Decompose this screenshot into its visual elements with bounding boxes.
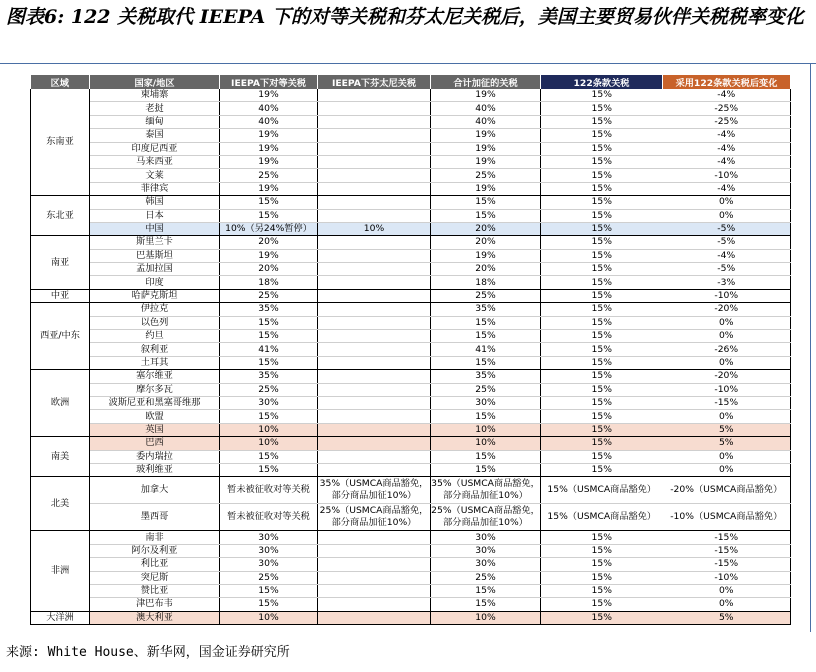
change-cell: 5% xyxy=(663,611,791,624)
section122-cell: 15%（USMCA商品豁免） xyxy=(541,477,663,504)
fentanyl-cell xyxy=(318,129,431,142)
section122-cell: 15% xyxy=(541,155,663,168)
section122-cell: 15% xyxy=(541,142,663,155)
section122-cell: 15% xyxy=(541,303,663,316)
section122-cell: 15% xyxy=(541,558,663,571)
country-cell: 韩国 xyxy=(90,196,220,209)
reciprocal-cell: 30% xyxy=(220,531,318,544)
table-row xyxy=(31,115,791,128)
total-cell: 25% xyxy=(431,169,541,182)
table-row xyxy=(31,263,791,276)
total-cell: 40% xyxy=(431,102,541,115)
fentanyl-cell xyxy=(318,330,431,343)
country-cell: 利比亚 xyxy=(90,558,220,571)
title-divider xyxy=(0,63,816,64)
fentanyl-cell xyxy=(318,531,431,544)
fentanyl-cell xyxy=(318,196,431,209)
change-cell: 0% xyxy=(663,356,791,369)
reciprocal-cell: 30% xyxy=(220,544,318,557)
change-cell: -4% xyxy=(663,142,791,155)
table-row xyxy=(31,316,791,329)
country-cell: 孟加拉国 xyxy=(90,263,220,276)
change-cell: -10% xyxy=(663,571,791,584)
table-row xyxy=(31,356,791,369)
section122-cell: 15% xyxy=(541,611,663,624)
country-cell: 巴基斯坦 xyxy=(90,249,220,262)
country-cell: 日本 xyxy=(90,209,220,222)
section122-cell: 15% xyxy=(541,330,663,343)
country-cell: 塞尔维亚 xyxy=(90,370,220,383)
total-cell: 30% xyxy=(431,544,541,557)
region-cell: 东南亚 xyxy=(31,89,90,196)
table-row xyxy=(31,410,791,423)
section122-cell: 15% xyxy=(541,102,663,115)
change-cell: 5% xyxy=(663,423,791,436)
fentanyl-cell xyxy=(318,437,431,450)
header-country: 国家/地区 xyxy=(90,75,220,89)
total-cell: 15% xyxy=(431,450,541,463)
fentanyl-cell xyxy=(318,169,431,182)
reciprocal-cell: 10% xyxy=(220,423,318,436)
change-cell: -15% xyxy=(663,396,791,409)
reciprocal-cell: 15% xyxy=(220,598,318,611)
region-cell: 非洲 xyxy=(31,531,90,611)
section122-cell: 15% xyxy=(541,129,663,142)
table-row xyxy=(31,598,791,611)
fentanyl-cell xyxy=(318,611,431,624)
country-cell: 澳大利亚 xyxy=(90,611,220,624)
total-cell: 15% xyxy=(431,584,541,597)
table-row xyxy=(31,276,791,289)
reciprocal-cell: 15% xyxy=(220,330,318,343)
section122-cell: 15% xyxy=(541,383,663,396)
change-cell: -25% xyxy=(663,102,791,115)
table-row xyxy=(31,209,791,222)
table-row xyxy=(31,169,791,182)
fentanyl-cell xyxy=(318,370,431,383)
region-cell: 西亚/中东 xyxy=(31,303,90,370)
change-cell: -5% xyxy=(663,263,791,276)
section122-cell: 15% xyxy=(541,209,663,222)
document-title: 图表6: 122 关税取代 IEEPA 下的对等关税和芬太尼关税后，美国主要贸易伙伴关税税率变化 xyxy=(6,6,804,28)
section122-cell: 15% xyxy=(541,289,663,302)
change-cell: -4% xyxy=(663,155,791,168)
table-row xyxy=(31,611,791,624)
section122-cell: 15% xyxy=(541,598,663,611)
fentanyl-cell: 10% xyxy=(318,222,431,235)
total-cell: 10% xyxy=(431,423,541,436)
section122-cell: 15% xyxy=(541,531,663,544)
total-cell: 40% xyxy=(431,115,541,128)
table-row xyxy=(31,129,791,142)
fentanyl-cell xyxy=(318,289,431,302)
reciprocal-cell: 41% xyxy=(220,343,318,356)
right-border xyxy=(810,64,811,632)
table-row xyxy=(31,236,791,249)
country-cell: 加拿大 xyxy=(90,477,220,504)
country-cell: 哈萨克斯坦 xyxy=(90,289,220,302)
total-cell: 18% xyxy=(431,276,541,289)
change-cell: 0% xyxy=(663,584,791,597)
reciprocal-cell: 10%（另24%暂停） xyxy=(220,222,318,235)
total-cell: 35%（USMCA商品豁免，部分商品加征10%） xyxy=(431,477,541,504)
total-cell: 20% xyxy=(431,236,541,249)
table-row xyxy=(31,289,791,302)
fentanyl-cell xyxy=(318,356,431,369)
source-note: 来源: White House、新华网，国金证券研究所 xyxy=(6,645,290,660)
reciprocal-cell: 10% xyxy=(220,437,318,450)
region-cell: 东北亚 xyxy=(31,196,90,236)
change-cell: -5% xyxy=(663,222,791,235)
header-ieepa-reciprocal: IEEPA下对等关税 xyxy=(220,75,318,89)
region-cell: 中亚 xyxy=(31,289,90,302)
change-cell: 0% xyxy=(663,598,791,611)
reciprocal-cell: 19% xyxy=(220,129,318,142)
total-cell: 10% xyxy=(431,437,541,450)
reciprocal-cell: 18% xyxy=(220,276,318,289)
section122-cell: 15% xyxy=(541,276,663,289)
table-row xyxy=(31,196,791,209)
fentanyl-cell: 25%（USMCA商品豁免，部分商品加征10%） xyxy=(318,504,431,531)
reciprocal-cell: 19% xyxy=(220,249,318,262)
reciprocal-cell: 25% xyxy=(220,289,318,302)
country-cell: 约旦 xyxy=(90,330,220,343)
fentanyl-cell xyxy=(318,115,431,128)
table-row xyxy=(31,182,791,195)
reciprocal-cell: 25% xyxy=(220,571,318,584)
change-cell: -4% xyxy=(663,249,791,262)
fentanyl-cell xyxy=(318,423,431,436)
section122-cell: 15% xyxy=(541,196,663,209)
change-cell: -20%（USMCA商品豁免） xyxy=(663,477,791,504)
total-cell: 30% xyxy=(431,396,541,409)
tariff-table-container xyxy=(30,75,791,625)
table-row xyxy=(31,303,791,316)
section122-cell: 15% xyxy=(541,263,663,276)
fentanyl-cell xyxy=(318,598,431,611)
change-cell: -20% xyxy=(663,370,791,383)
change-cell: 0% xyxy=(663,316,791,329)
total-cell: 19% xyxy=(431,182,541,195)
country-cell: 柬埔寨 xyxy=(90,89,220,102)
change-cell: 5% xyxy=(663,437,791,450)
fentanyl-cell xyxy=(318,263,431,276)
fentanyl-cell: 35%（USMCA商品豁免，部分商品加征10%） xyxy=(318,477,431,504)
fentanyl-cell xyxy=(318,558,431,571)
country-cell: 伊拉克 xyxy=(90,303,220,316)
reciprocal-cell: 20% xyxy=(220,236,318,249)
country-cell: 波斯尼亚和黑塞哥维那 xyxy=(90,396,220,409)
table-row xyxy=(31,571,791,584)
table-row xyxy=(31,343,791,356)
reciprocal-cell: 15% xyxy=(220,410,318,423)
total-cell: 19% xyxy=(431,249,541,262)
section122-cell: 15%（USMCA商品豁免） xyxy=(541,504,663,531)
total-cell: 19% xyxy=(431,89,541,102)
change-cell: -4% xyxy=(663,89,791,102)
reciprocal-cell: 25% xyxy=(220,169,318,182)
table-row xyxy=(31,102,791,115)
country-cell: 南非 xyxy=(90,531,220,544)
total-cell: 19% xyxy=(431,129,541,142)
country-cell: 突尼斯 xyxy=(90,571,220,584)
total-cell: 30% xyxy=(431,531,541,544)
reciprocal-cell: 35% xyxy=(220,370,318,383)
reciprocal-cell: 40% xyxy=(220,115,318,128)
total-cell: 15% xyxy=(431,330,541,343)
table-row xyxy=(31,249,791,262)
reciprocal-cell: 19% xyxy=(220,89,318,102)
section122-cell: 15% xyxy=(541,410,663,423)
total-cell: 20% xyxy=(431,263,541,276)
fentanyl-cell xyxy=(318,209,431,222)
table-row xyxy=(31,330,791,343)
total-cell: 25%（USMCA商品豁免，部分商品加征10%） xyxy=(431,504,541,531)
total-cell: 10% xyxy=(431,611,541,624)
change-cell: -10% xyxy=(663,383,791,396)
country-cell: 津巴布韦 xyxy=(90,598,220,611)
region-cell: 欧洲 xyxy=(31,370,90,437)
reciprocal-cell: 19% xyxy=(220,142,318,155)
country-cell: 阿尔及利亚 xyxy=(90,544,220,557)
fentanyl-cell xyxy=(318,316,431,329)
country-cell: 菲律宾 xyxy=(90,182,220,195)
change-cell: -15% xyxy=(663,544,791,557)
reciprocal-cell: 暂未被征收对等关税 xyxy=(220,504,318,531)
reciprocal-cell: 15% xyxy=(220,463,318,476)
country-cell: 委内瑞拉 xyxy=(90,450,220,463)
section122-cell: 15% xyxy=(541,89,663,102)
table-row xyxy=(31,504,791,531)
country-cell: 文莱 xyxy=(90,169,220,182)
table-row xyxy=(31,222,791,235)
total-cell: 15% xyxy=(431,209,541,222)
section122-cell: 15% xyxy=(541,571,663,584)
reciprocal-cell: 15% xyxy=(220,316,318,329)
fentanyl-cell xyxy=(318,584,431,597)
total-cell: 15% xyxy=(431,316,541,329)
section122-cell: 15% xyxy=(541,182,663,195)
country-cell: 马来西亚 xyxy=(90,155,220,168)
country-cell: 赞比亚 xyxy=(90,584,220,597)
fentanyl-cell xyxy=(318,343,431,356)
region-cell: 南亚 xyxy=(31,236,90,290)
reciprocal-cell: 35% xyxy=(220,303,318,316)
table-row xyxy=(31,142,791,155)
reciprocal-cell: 20% xyxy=(220,263,318,276)
country-cell: 叙利亚 xyxy=(90,343,220,356)
fentanyl-cell xyxy=(318,571,431,584)
reciprocal-cell: 30% xyxy=(220,396,318,409)
country-cell: 中国 xyxy=(90,222,220,235)
country-cell: 墨西哥 xyxy=(90,504,220,531)
total-cell: 15% xyxy=(431,356,541,369)
table-header-row xyxy=(31,75,791,89)
fentanyl-cell xyxy=(318,303,431,316)
fentanyl-cell xyxy=(318,410,431,423)
country-cell: 老挝 xyxy=(90,102,220,115)
reciprocal-cell: 10% xyxy=(220,611,318,624)
section122-cell: 15% xyxy=(541,356,663,369)
table-row xyxy=(31,155,791,168)
section122-cell: 15% xyxy=(541,437,663,450)
country-cell: 英国 xyxy=(90,423,220,436)
change-cell: -3% xyxy=(663,276,791,289)
change-cell: -20% xyxy=(663,303,791,316)
total-cell: 15% xyxy=(431,598,541,611)
change-cell: -5% xyxy=(663,236,791,249)
change-cell: 0% xyxy=(663,463,791,476)
country-cell: 土耳其 xyxy=(90,356,220,369)
section122-cell: 15% xyxy=(541,370,663,383)
table-body xyxy=(31,89,791,625)
total-cell: 35% xyxy=(431,370,541,383)
reciprocal-cell: 19% xyxy=(220,182,318,195)
fentanyl-cell xyxy=(318,276,431,289)
country-cell: 玻利维亚 xyxy=(90,463,220,476)
section122-cell: 15% xyxy=(541,169,663,182)
tariff-table xyxy=(30,75,791,625)
section122-cell: 15% xyxy=(541,316,663,329)
reciprocal-cell: 15% xyxy=(220,450,318,463)
total-cell: 30% xyxy=(431,558,541,571)
region-cell: 大洋洲 xyxy=(31,611,90,624)
total-cell: 25% xyxy=(431,289,541,302)
change-cell: -10% xyxy=(663,289,791,302)
fentanyl-cell xyxy=(318,155,431,168)
reciprocal-cell: 暂未被征收对等关税 xyxy=(220,477,318,504)
table-row xyxy=(31,477,791,504)
header-region: 区域 xyxy=(31,75,90,89)
reciprocal-cell: 15% xyxy=(220,196,318,209)
reciprocal-cell: 25% xyxy=(220,383,318,396)
total-cell: 15% xyxy=(431,463,541,476)
reciprocal-cell: 15% xyxy=(220,584,318,597)
section122-cell: 15% xyxy=(541,249,663,262)
fentanyl-cell xyxy=(318,450,431,463)
region-cell: 南美 xyxy=(31,437,90,477)
total-cell: 25% xyxy=(431,571,541,584)
total-cell: 15% xyxy=(431,410,541,423)
table-row xyxy=(31,383,791,396)
reciprocal-cell: 40% xyxy=(220,102,318,115)
total-cell: 41% xyxy=(431,343,541,356)
section122-cell: 15% xyxy=(541,115,663,128)
change-cell: -10% xyxy=(663,169,791,182)
table-row xyxy=(31,558,791,571)
reciprocal-cell: 19% xyxy=(220,155,318,168)
change-cell: 0% xyxy=(663,410,791,423)
country-cell: 摩尔多瓦 xyxy=(90,383,220,396)
country-cell: 欧盟 xyxy=(90,410,220,423)
fentanyl-cell xyxy=(318,102,431,115)
region-cell: 北美 xyxy=(31,477,90,531)
total-cell: 20% xyxy=(431,222,541,235)
total-cell: 19% xyxy=(431,142,541,155)
section122-cell: 15% xyxy=(541,396,663,409)
change-cell: -4% xyxy=(663,129,791,142)
fentanyl-cell xyxy=(318,89,431,102)
total-cell: 25% xyxy=(431,383,541,396)
change-cell: 0% xyxy=(663,330,791,343)
section122-cell: 15% xyxy=(541,423,663,436)
section122-cell: 15% xyxy=(541,343,663,356)
reciprocal-cell: 15% xyxy=(220,356,318,369)
section122-cell: 15% xyxy=(541,450,663,463)
section122-cell: 15% xyxy=(541,584,663,597)
header-change: 采用122条款关税后变化 xyxy=(663,75,791,89)
fentanyl-cell xyxy=(318,182,431,195)
change-cell: -26% xyxy=(663,343,791,356)
total-cell: 15% xyxy=(431,196,541,209)
table-row xyxy=(31,450,791,463)
table-row xyxy=(31,423,791,436)
country-cell: 巴西 xyxy=(90,437,220,450)
table-row xyxy=(31,531,791,544)
country-cell: 泰国 xyxy=(90,129,220,142)
fentanyl-cell xyxy=(318,142,431,155)
header-ieepa-fentanyl: IEEPA下芬太尼关税 xyxy=(318,75,431,89)
total-cell: 35% xyxy=(431,303,541,316)
change-cell: -15% xyxy=(663,558,791,571)
change-cell: -4% xyxy=(663,182,791,195)
table-row xyxy=(31,437,791,450)
fentanyl-cell xyxy=(318,236,431,249)
fentanyl-cell xyxy=(318,544,431,557)
reciprocal-cell: 30% xyxy=(220,558,318,571)
change-cell: -25% xyxy=(663,115,791,128)
table-row xyxy=(31,370,791,383)
change-cell: 0% xyxy=(663,196,791,209)
fentanyl-cell xyxy=(318,383,431,396)
section122-cell: 15% xyxy=(541,463,663,476)
section122-cell: 15% xyxy=(541,222,663,235)
header-section-122: 122条款关税 xyxy=(541,75,663,89)
table-row xyxy=(31,463,791,476)
country-cell: 缅甸 xyxy=(90,115,220,128)
country-cell: 印度 xyxy=(90,276,220,289)
change-cell: -10%（USMCA商品豁免） xyxy=(663,504,791,531)
change-cell: 0% xyxy=(663,450,791,463)
table-row xyxy=(31,584,791,597)
fentanyl-cell xyxy=(318,249,431,262)
table-row xyxy=(31,396,791,409)
total-cell: 19% xyxy=(431,155,541,168)
change-cell: 0% xyxy=(663,209,791,222)
change-cell: -15% xyxy=(663,531,791,544)
fentanyl-cell xyxy=(318,396,431,409)
fentanyl-cell xyxy=(318,463,431,476)
header-total-tariff: 合计加征的关税 xyxy=(431,75,541,89)
table-row xyxy=(31,544,791,557)
table-row xyxy=(31,89,791,102)
country-cell: 印度尼西亚 xyxy=(90,142,220,155)
country-cell: 以色列 xyxy=(90,316,220,329)
reciprocal-cell: 15% xyxy=(220,209,318,222)
country-cell: 斯里兰卡 xyxy=(90,236,220,249)
section122-cell: 15% xyxy=(541,236,663,249)
section122-cell: 15% xyxy=(541,544,663,557)
